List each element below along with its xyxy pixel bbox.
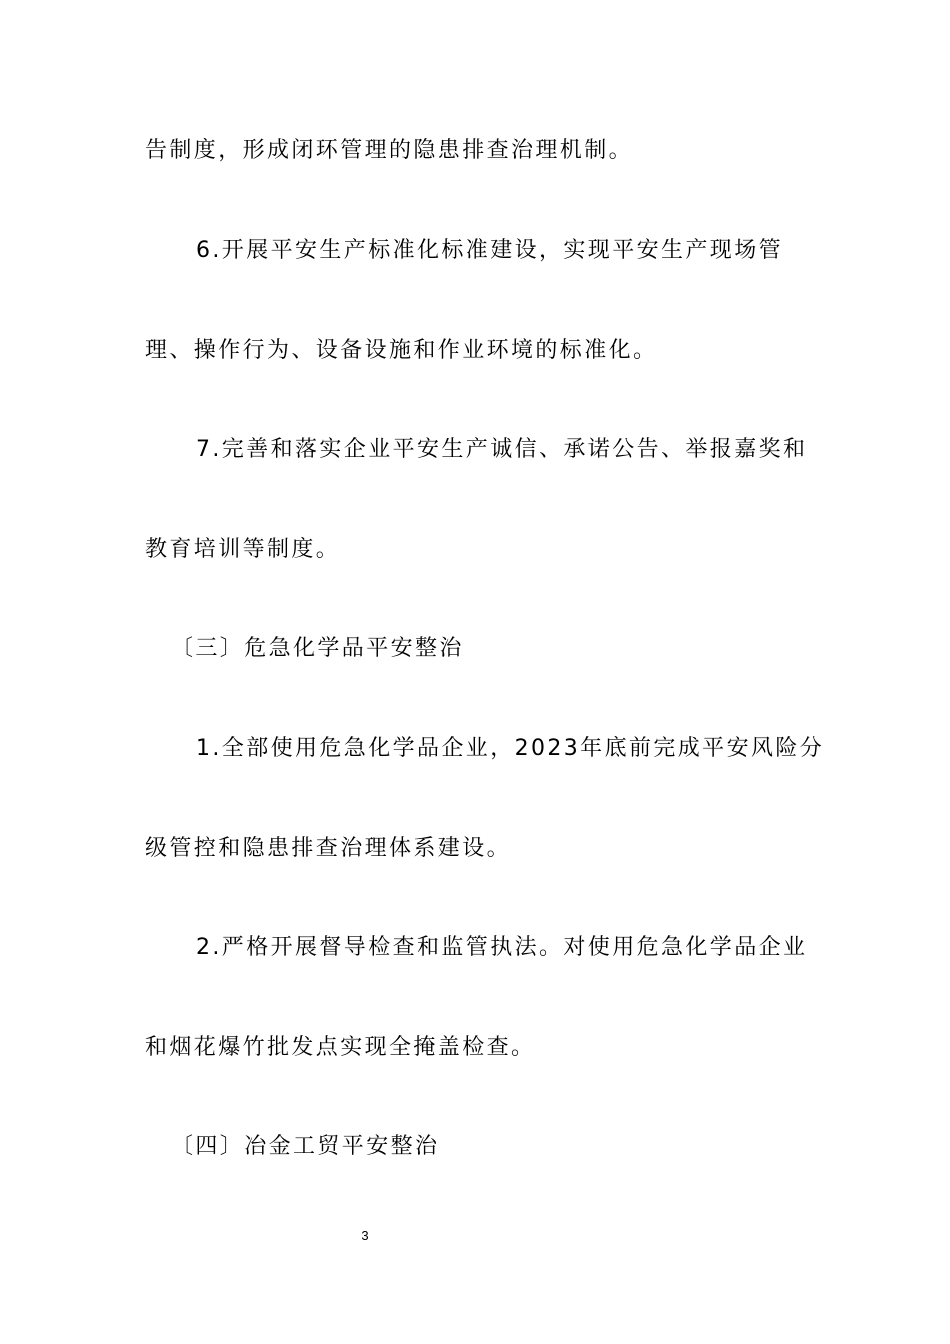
section-heading: 〔四〕冶金工贸平安整治 (171, 1134, 440, 1159)
paragraph-line: 教育培训等制度。 (145, 537, 341, 562)
paragraph-line: 告制度，形成闭环管理的隐患排查治理机制。 (145, 138, 634, 163)
page-number: 3 (361, 1228, 369, 1243)
paragraph-line: 7.完善和落实企业平安生产诚信、承诺公告、举报嘉奖和 (196, 437, 808, 462)
paragraph-line: 理、操作行为、设备设施和作业环境的标准化。 (145, 338, 658, 363)
section-heading: 〔三〕危急化学品平安整治 (171, 636, 464, 661)
paragraph-line: 级管控和隐患排查治理体系建设。 (145, 836, 512, 861)
paragraph-line: 和烟花爆竹批发点实现全掩盖检查。 (145, 1035, 536, 1060)
paragraph-line: 6.开展平安生产标准化标准建设，实现平安生产现场管 (196, 238, 783, 263)
paragraph-line: 2.严格开展督导检查和监管执法。对使用危急化学品企业 (196, 935, 808, 960)
paragraph-line: 1.全部使用危急化学品企业，2023年底前完成平安风险分 (196, 736, 825, 761)
